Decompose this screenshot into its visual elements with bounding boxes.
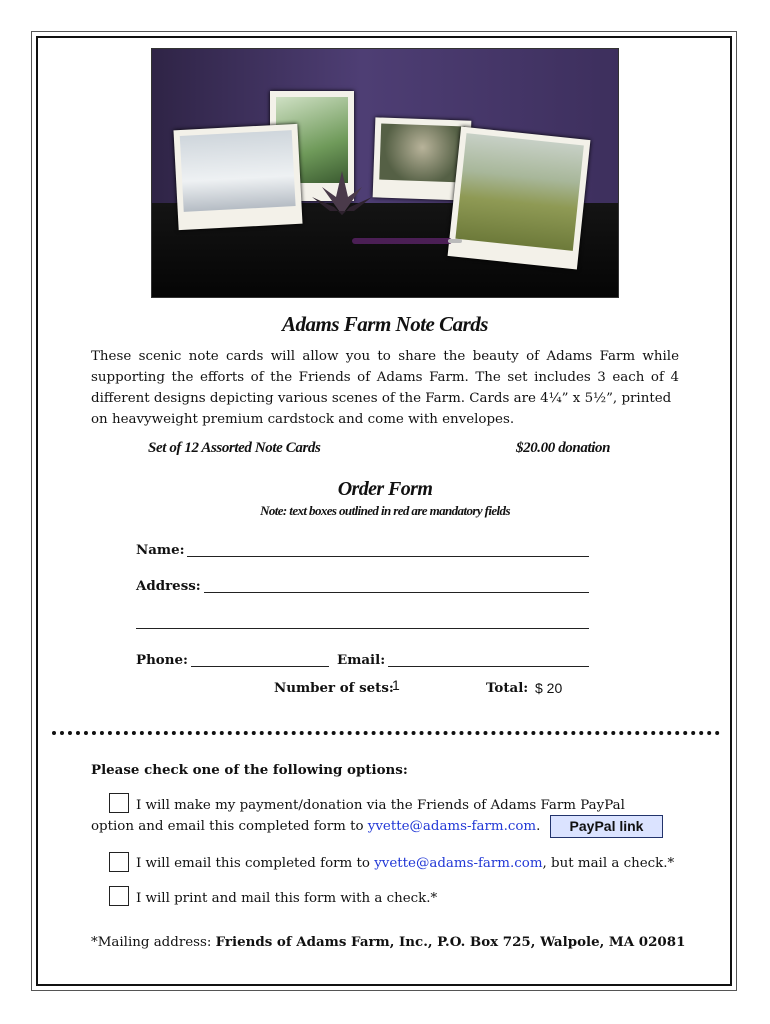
email-field[interactable] — [388, 666, 589, 667]
mailing-address — [91, 934, 685, 950]
offer-item: Set of 12 Assorted Note Cards — [148, 440, 321, 456]
mandatory-note: Note: text boxes outlined in red are mandatory fields — [260, 503, 510, 518]
option-print-mail-checkbox[interactable] — [109, 886, 129, 906]
option-paypal-prefix: option and email this completed form to — [91, 819, 368, 834]
option-print-mail-text: I will print and mail this form with a check.* — [136, 891, 438, 906]
email-label: Email: — [337, 652, 386, 668]
options-heading: Please check one of the following options: — [91, 762, 408, 778]
option-mail-check-suffix: , but mail a check.* — [542, 856, 675, 871]
option-mail-check-prefix: I will email this completed form to — [136, 856, 375, 871]
option-paypal-suffix: . — [536, 819, 541, 834]
paypal-link-button[interactable]: PayPal link — [550, 815, 663, 838]
pen — [352, 235, 462, 247]
option-mail-check-text — [136, 853, 674, 874]
offer-price: $20.00 donation — [516, 440, 611, 456]
mailing-prefix: *Mailing address: — [91, 935, 216, 950]
description-line: These scenic note cards will allow you to share the beauty of Adams Farm while — [91, 349, 679, 364]
email-link[interactable]: yvette@adams-farm.com — [374, 856, 543, 871]
total-value: $ 20 — [535, 680, 563, 696]
order-form-title: Order Form — [337, 478, 433, 500]
page-title: Adams Farm Note Cards — [282, 312, 488, 336]
option-paypal-checkbox[interactable] — [109, 793, 129, 813]
mailing-address-value: Friends of Adams Farm, Inc., P.O. Box 725, Walpole, MA 02081 — [215, 934, 686, 950]
option-paypal-text: I will make my payment/donation via the Friends of Adams Farm PayPal — [136, 798, 625, 813]
sets-input[interactable]: 1 — [392, 677, 400, 693]
sets-label: Number of sets: — [274, 680, 394, 696]
name-label: Name: — [136, 542, 185, 558]
lotus-candle-holder — [302, 167, 382, 217]
address-field[interactable] — [204, 592, 589, 593]
option-mail-check-checkbox[interactable] — [109, 852, 129, 872]
phone-label: Phone: — [136, 652, 188, 668]
cut-line-divider — [52, 731, 720, 735]
description-line: different designs depicting various scenes of the Farm. Cards are 4¼” x 5½”, printed — [91, 391, 672, 406]
email-link[interactable]: yvette@adams-farm.com — [367, 819, 537, 834]
total-label: Total: — [486, 680, 529, 696]
phone-field[interactable] — [191, 666, 329, 667]
note-cards-photo — [151, 48, 619, 298]
name-field[interactable] — [187, 556, 589, 557]
card-field — [448, 127, 591, 270]
option-paypal-text-line-2 — [91, 816, 540, 837]
address-label: Address: — [136, 578, 201, 594]
address-field-line-2[interactable] — [136, 628, 589, 629]
description — [91, 346, 679, 430]
description-line: supporting the efforts of the Friends of Adams Farm. The set includes 3 each of 4 — [91, 370, 679, 385]
card-snow — [173, 124, 302, 230]
description-line: on heavyweight premium cardstock and come with envelopes. — [91, 412, 515, 427]
